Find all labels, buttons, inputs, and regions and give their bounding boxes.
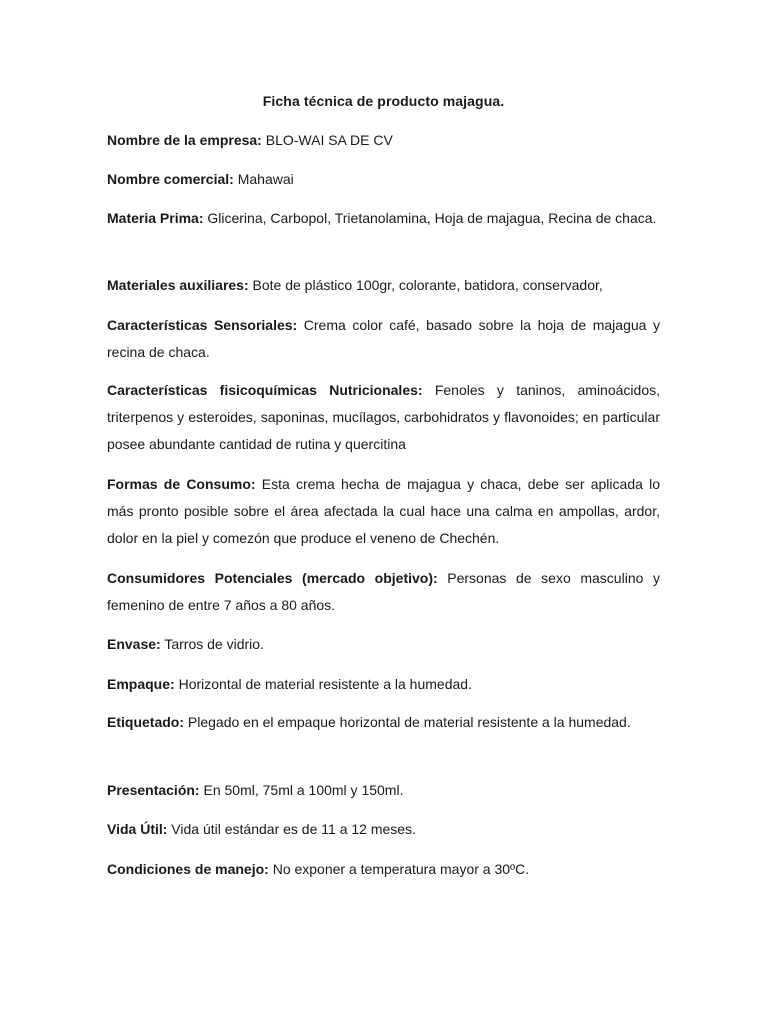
field-empaque <box>107 671 660 698</box>
field-value: Mahawai <box>233 171 294 187</box>
document-title: Ficha técnica de producto majagua. <box>262 93 505 109</box>
field-presentacion <box>107 777 660 804</box>
field-condiciones-manejo <box>107 856 660 883</box>
field-label: Etiquetado: <box>107 714 184 730</box>
field-value: No exponer a temperatura mayor a 30ºC. <box>268 861 530 877</box>
field-label: Nombre comercial: <box>107 171 234 187</box>
field-label: Empaque: <box>107 676 175 692</box>
field-value: Vida útil estándar es de 11 a 12 meses. <box>167 821 416 837</box>
field-label: Características fisicoquímicas Nutricionales: <box>107 382 423 398</box>
field-label: Nombre de la empresa: <box>107 132 262 148</box>
field-label: Materia Prima: <box>107 210 204 226</box>
field-value: Glicerina, Carbopol, Trietanolamina, Hoja de majagua, Recina de chaca. <box>203 210 657 226</box>
field-materiales-auxiliares <box>107 272 660 299</box>
field-value: Personas de sexo masculino y femenino de entre 7 años a 80 años. <box>107 570 660 613</box>
field-value: Bote de plástico 100gr, colorante, batidora, conservador, <box>248 277 603 293</box>
field-value: Tarros de vidrio. <box>160 636 264 652</box>
field-vida-util <box>107 816 660 843</box>
field-value: BLO-WAI SA DE CV <box>261 132 393 148</box>
field-label: Consumidores Potenciales (mercado objetivo): <box>107 570 438 586</box>
field-value: Plegado en el empaque horizontal de material resistente a la humedad. <box>184 714 631 730</box>
field-etiquetado <box>107 709 660 736</box>
field-label: Características Sensoriales: <box>107 317 298 333</box>
field-materia-prima <box>107 205 660 232</box>
field-value: Fenoles y taninos, aminoácidos, triterpenos y esteroides, saponinas, mucílagos, carbohidratos y flavonoides; en particular posee abundante cantidad de rutina y quercitina <box>107 382 660 452</box>
field-formas-consumo <box>107 471 660 552</box>
field-nombre-empresa <box>107 127 660 154</box>
field-label: Presentación: <box>107 782 200 798</box>
field-value: Crema color café, basado sobre la hoja de majagua y recina de chaca. <box>107 317 660 360</box>
field-label: Condiciones de manejo: <box>107 861 269 877</box>
field-label: Formas de Consumo: <box>107 476 256 492</box>
field-label: Materiales auxiliares: <box>107 277 249 293</box>
field-value: Horizontal de material resistente a la humedad. <box>174 676 472 692</box>
field-consumidores-potenciales <box>107 565 660 619</box>
field-value: En 50ml, 75ml a 100ml y 150ml. <box>199 782 404 798</box>
field-nombre-comercial <box>107 166 660 193</box>
field-label: Envase: <box>107 636 161 652</box>
field-envase <box>107 631 660 658</box>
field-caracteristicas-fisicoquimicas <box>107 377 660 458</box>
field-value: Esta crema hecha de majagua y chaca, debe ser aplicada lo más pronto posible sobre el área afectada la cual hace una calma en ampollas, ardor, dolor en la piel y comezón que produce el veneno de Chechén. <box>107 476 660 546</box>
field-label: Vida Útil: <box>107 821 168 837</box>
field-caracteristicas-sensoriales <box>107 312 660 366</box>
